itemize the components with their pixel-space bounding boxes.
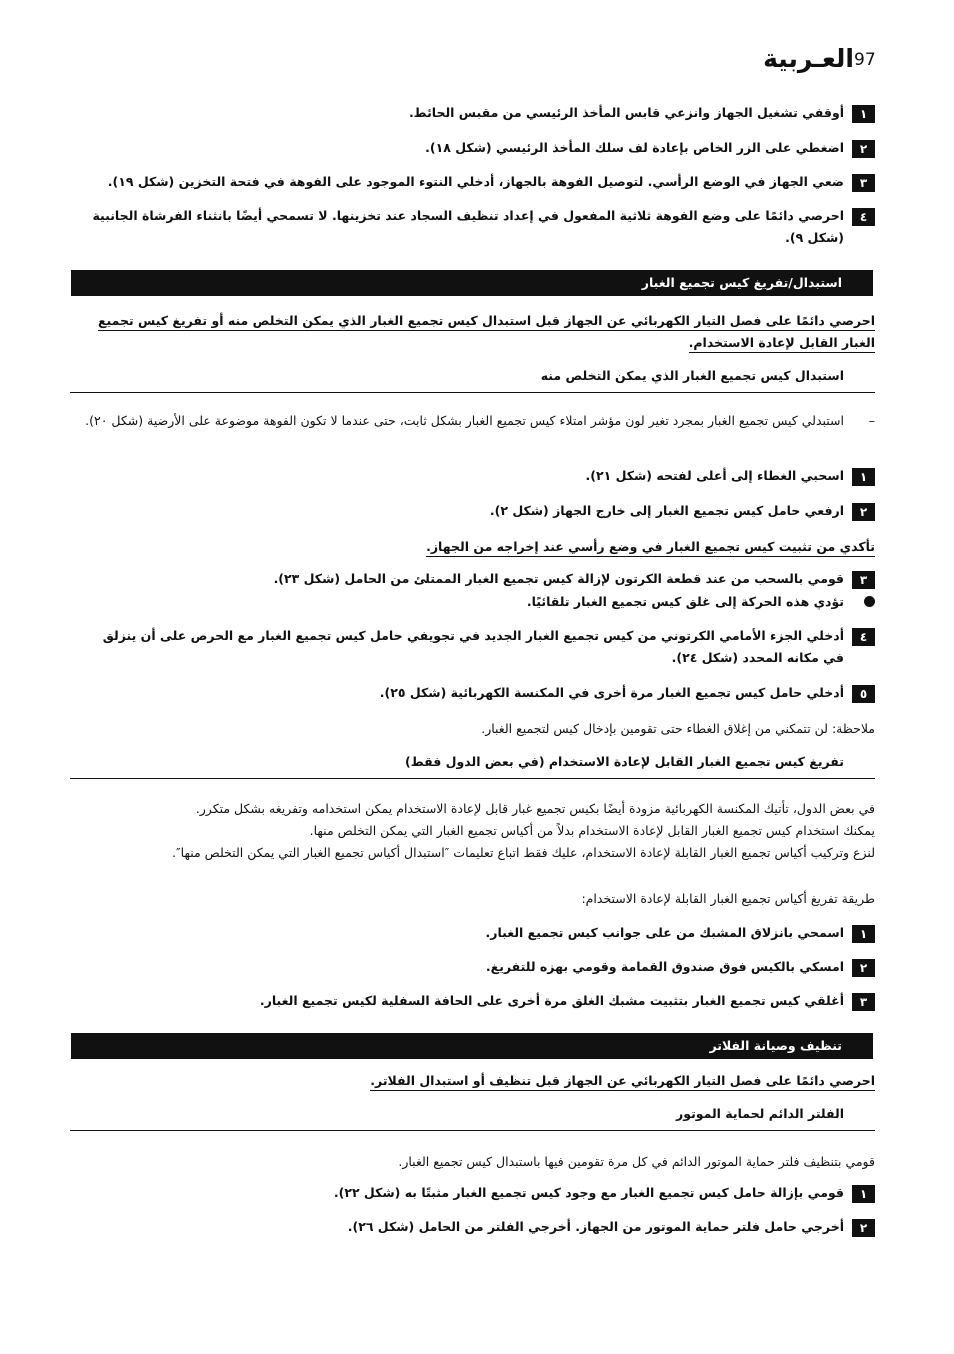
step-number: ٢ [852,1219,875,1237]
dash-symbol: – [868,413,875,428]
tip-bullet-icon [864,596,875,607]
subheading-motor-filter [70,1104,875,1131]
step-number: ٣ [852,571,875,589]
page-number: 97 [854,50,876,70]
subheading-text: تفريغ كيس تجميع الغبار القابل لإعادة الاستخدام (في بعض الدول فقط) [405,754,844,769]
warning-text [80,1070,875,1092]
section-title: تنظيف وصيانة الفلاتر [709,1038,842,1053]
step-item [80,682,875,704]
step-item [80,1216,875,1238]
warning-text-underlined: احرصي دائمًا على فصل التيار الكهربائي عن الجهاز قبل استبدال كيس تجميع الغبار الذي يمكن التخلص منه أو تفريغ كيس تجميع الغبار القابل لإعادة الاستخدام. [98,313,875,353]
step-item [80,205,875,249]
step-item [80,171,875,193]
dash-text: استبدلي كيس تجميع الغبار بمجرد تغير لون مؤشر امتلاء كيس تجميع الغبار بشكل ثابت، حتى عندما لا تكون الفوهة موضوعة على الأرضية (شكل ٢٠). [85,413,844,428]
step-number: ١ [852,468,875,486]
step-text: ارفعي حامل كيس تجميع الغبار إلى خارج الجهاز (شكل ٢). [489,503,844,518]
warning-text [80,310,875,354]
step-number: ٥ [852,685,875,703]
step-number: ١ [852,1185,875,1203]
step-number: ٢ [852,503,875,521]
step-item [80,137,875,159]
step-text: اسحبي الغطاء إلى أعلى لفتحه (شكل ٢١). [585,468,844,483]
note-underlined [80,536,875,558]
subheading-text: الفلتر الدائم لحماية الموتور [676,1106,844,1121]
step-text: أخرجي حامل فلتر حماية الموتور من الجهاز. أخرجي الفلتر من الحامل (شكل ٢٦). [347,1219,844,1234]
step-number: ٤ [852,628,875,646]
step-item [80,956,875,978]
step-number: ٤ [852,208,875,226]
section-header-bag-replace [71,270,873,296]
subheading-reusable-bag [70,752,875,779]
paragraph: يمكنك استخدام كيس تجميع الغبار القابل لإعادة الاستخدام بدلاً من أكياس تجميع الغبار التي يمكن التخلص منها. [309,823,875,838]
step-item [80,625,875,669]
remark-text: ملاحظة: لن تتمكني من إغلاق الغطاء حتى تقومين بإدخال كيس لتجميع الغبار. [481,721,875,736]
page-language-title: العـربية [763,44,854,73]
step-text: أدخلي الجزء الأمامي الكرتوني من كيس تجميع الغبار الجديد في تجويفي حامل كيس تجميع الغبار مع الحرص على أن ينزلق في مكانه المحدد (شكل ٢٤). [102,628,844,665]
step-number: ١ [852,105,875,123]
step-item [80,1182,875,1204]
step-text: امسكي بالكيس فوق صندوق القمامة وقومي بهزه للتفريغ. [485,959,844,974]
paragraph: في بعض الدول، تأتيك المكنسة الكهربائية مزودة أيضًا بكيس تجميع غبار قابل لإعادة الاستخدام يمكن استخدامه وتفريغه بشكل متكرر. [195,801,875,816]
paragraph: لنزع وتركيب أكياس تجميع الغبار القابلة لإعادة الاستخدام، عليك فقط اتباع تعليمات ″استبدال أكياس تجميع الغبار التي يمكن التخلص منها″. [172,845,875,860]
step-number: ١ [852,925,875,943]
step-item [80,568,875,590]
step-item [80,922,875,944]
step-text: قومي بالسحب من عند قطعة الكرتون لإزالة كيس تجميع الغبار الممتلئ من الحامل (شكل ٢٣). [273,571,844,586]
tip-text: تؤدي هذه الحركة إلى غلق كيس تجميع الغبار تلقائيًا. [526,594,844,609]
step-text: ضعي الجهاز في الوضع الرأسي. لتوصيل الفوهة بالجهاز، أدخلي النتوء الموجود على الفوهة في فتحة التخزين (شكل ١٩). [107,174,844,189]
dash-bullet [80,410,875,432]
step-item [80,500,875,522]
paragraph: قومي بتنظيف فلتر حماية الموتور الدائم في كل مرة تقومين فيها باستبدال كيس تجميع الغبار. [398,1154,875,1169]
subheading-text: استبدال كيس تجميع الغبار الذي يمكن التخلص منه [540,368,844,383]
step-text: اسمحي بانزلاق المشبك من على جوانب كيس تجميع الغبار. [485,925,844,940]
step-number: ٣ [852,174,875,192]
step-text: أغلقي كيس تجميع الغبار بتثبيت مشبك الغلق مرة أخرى على الحافة السفلية لكيس تجميع الغبار. [259,993,844,1008]
warning-text-underlined: احرصي دائمًا على فصل التيار الكهربائي عن الجهاز قبل تنظيف أو استبدال الفلاتر. [370,1073,875,1091]
tip-item [80,591,875,613]
section-header-filters [71,1033,873,1059]
paragraph: طريقة تفريغ أكياس تجميع الغبار القابلة لإعادة الاستخدام: [581,891,875,906]
note-underlined-text: تأكدي من تثبيت كيس تجميع الغبار في وضع رأسي عند إخراجه من الجهاز. [426,539,875,557]
step-number: ٣ [852,993,875,1011]
section-title: استبدال/تفريغ كيس تجميع الغبار [641,275,842,290]
step-text: احرصي دائمًا على وضع الفوهة ثلاثية المفعول في إعداد تنظيف السجاد عند تخزينها. لا تسمحي أيضًا بانثناء الفرشاة الجانبية (شكل ٩). [92,208,844,245]
step-number: ٢ [852,959,875,977]
step-text: اضغطي على الزر الخاص بإعادة لف سلك المأخذ الرئيسي (شكل ١٨). [425,140,844,155]
step-text: أدخلي حامل كيس تجميع الغبار مرة أخرى في المكنسة الكهربائية (شكل ٢٥). [379,685,844,700]
step-number: ٢ [852,140,875,158]
step-text: قومي بإزالة حامل كيس تجميع الغبار مع وجود كيس تجميع الغبار مثبتًا به (شكل ٢٢). [333,1185,844,1200]
step-text: أوقفي تشغيل الجهاز وانزعي قابس المأخذ الرئيسي من مقبس الحائط. [408,105,844,120]
subheading-disposable-bag [70,366,875,393]
step-item [80,465,875,487]
step-item [80,102,875,124]
step-item [80,990,875,1012]
